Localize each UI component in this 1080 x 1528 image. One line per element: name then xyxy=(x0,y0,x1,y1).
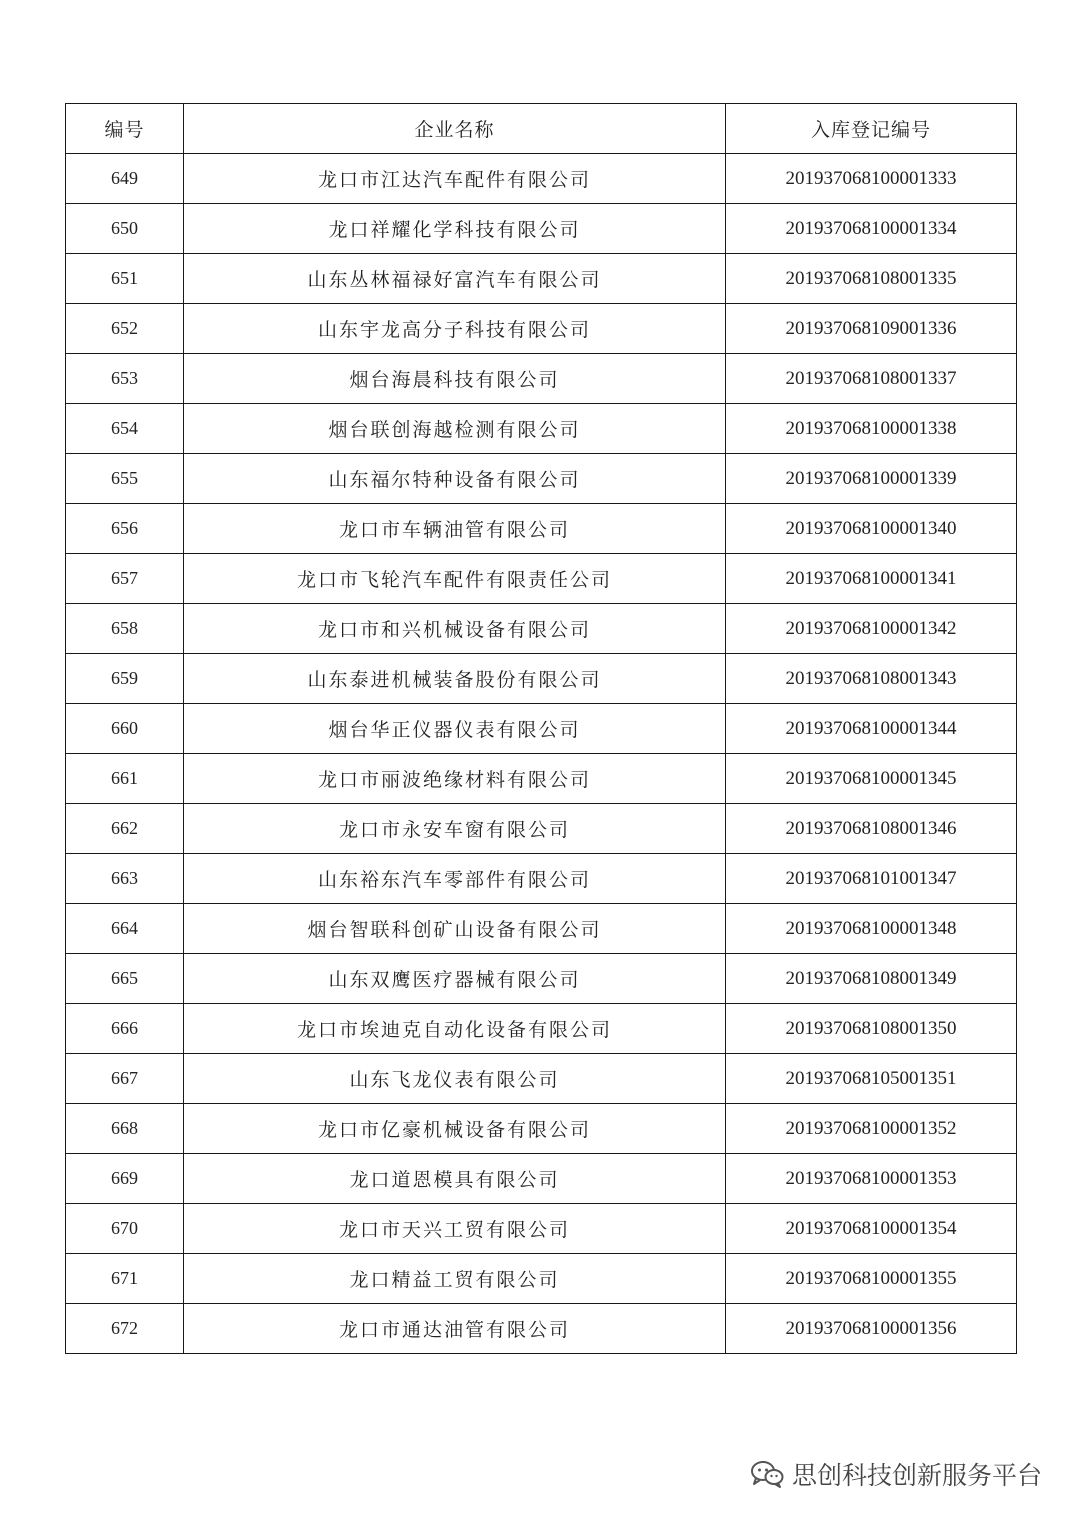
cell-company-name: 烟台华正仪器仪表有限公司 xyxy=(184,704,726,754)
table-row xyxy=(66,504,1017,554)
cell-company-name: 山东福尔特种设备有限公司 xyxy=(184,454,726,504)
cell-number: 654 xyxy=(66,404,184,454)
registration-table xyxy=(65,103,1017,1354)
cell-number: 660 xyxy=(66,704,184,754)
cell-company-name: 龙口市车辆油管有限公司 xyxy=(184,504,726,554)
cell-company-name: 山东宇龙高分子科技有限公司 xyxy=(184,304,726,354)
cell-company-name: 龙口市通达油管有限公司 xyxy=(184,1304,726,1354)
cell-number: 650 xyxy=(66,204,184,254)
table-row xyxy=(66,1204,1017,1254)
cell-registration-number: 201937068100001338 xyxy=(726,404,1017,454)
cell-company-name: 龙口市永安车窗有限公司 xyxy=(184,804,726,854)
cell-registration-number: 201937068100001334 xyxy=(726,204,1017,254)
table-row xyxy=(66,404,1017,454)
cell-registration-number: 201937068100001345 xyxy=(726,754,1017,804)
cell-registration-number: 201937068100001340 xyxy=(726,504,1017,554)
cell-number: 672 xyxy=(66,1304,184,1354)
wechat-icon xyxy=(750,1459,784,1489)
watermark xyxy=(750,1454,1042,1494)
cell-company-name: 龙口道恩模具有限公司 xyxy=(184,1154,726,1204)
table-row xyxy=(66,354,1017,404)
cell-number: 652 xyxy=(66,304,184,354)
table-row xyxy=(66,1304,1017,1354)
cell-registration-number: 201937068100001352 xyxy=(726,1104,1017,1154)
table-row xyxy=(66,454,1017,504)
cell-company-name: 龙口精益工贸有限公司 xyxy=(184,1254,726,1304)
cell-number: 662 xyxy=(66,804,184,854)
cell-number: 659 xyxy=(66,654,184,704)
cell-company-name: 龙口市天兴工贸有限公司 xyxy=(184,1204,726,1254)
header-number: 编号 xyxy=(66,104,184,154)
table-row xyxy=(66,904,1017,954)
cell-company-name: 烟台联创海越检测有限公司 xyxy=(184,404,726,454)
cell-registration-number: 201937068100001353 xyxy=(726,1154,1017,1204)
table-row xyxy=(66,954,1017,1004)
cell-registration-number: 201937068100001354 xyxy=(726,1204,1017,1254)
cell-number: 653 xyxy=(66,354,184,404)
cell-registration-number: 201937068100001344 xyxy=(726,704,1017,754)
cell-company-name: 龙口市亿豪机械设备有限公司 xyxy=(184,1104,726,1154)
cell-company-name: 山东泰进机械装备股份有限公司 xyxy=(184,654,726,704)
table-row xyxy=(66,654,1017,704)
table-body xyxy=(66,154,1017,1354)
cell-registration-number: 201937068108001335 xyxy=(726,254,1017,304)
cell-registration-number: 201937068100001348 xyxy=(726,904,1017,954)
cell-registration-number: 201937068105001351 xyxy=(726,1054,1017,1104)
cell-number: 668 xyxy=(66,1104,184,1154)
cell-registration-number: 201937068100001341 xyxy=(726,554,1017,604)
cell-company-name: 龙口市埃迪克自动化设备有限公司 xyxy=(184,1004,726,1054)
table-row xyxy=(66,154,1017,204)
cell-number: 661 xyxy=(66,754,184,804)
cell-number: 667 xyxy=(66,1054,184,1104)
cell-number: 665 xyxy=(66,954,184,1004)
cell-registration-number: 201937068108001337 xyxy=(726,354,1017,404)
cell-number: 651 xyxy=(66,254,184,304)
table-row xyxy=(66,254,1017,304)
table-row xyxy=(66,1054,1017,1104)
table-row xyxy=(66,804,1017,854)
cell-registration-number: 201937068108001349 xyxy=(726,954,1017,1004)
cell-number: 649 xyxy=(66,154,184,204)
cell-number: 664 xyxy=(66,904,184,954)
cell-number: 670 xyxy=(66,1204,184,1254)
cell-company-name: 龙口市和兴机械设备有限公司 xyxy=(184,604,726,654)
table-row xyxy=(66,854,1017,904)
cell-registration-number: 201937068101001347 xyxy=(726,854,1017,904)
table-row xyxy=(66,1254,1017,1304)
cell-registration-number: 201937068109001336 xyxy=(726,304,1017,354)
cell-registration-number: 201937068100001356 xyxy=(726,1304,1017,1354)
header-registration-number: 入库登记编号 xyxy=(726,104,1017,154)
table-row xyxy=(66,1104,1017,1154)
cell-company-name: 龙口祥耀化学科技有限公司 xyxy=(184,204,726,254)
cell-company-name: 山东双鹰医疗器械有限公司 xyxy=(184,954,726,1004)
table-row xyxy=(66,204,1017,254)
watermark-text: 思创科技创新服务平台 xyxy=(791,1461,1042,1490)
cell-number: 656 xyxy=(66,504,184,554)
cell-registration-number: 201937068100001355 xyxy=(726,1254,1017,1304)
cell-number: 658 xyxy=(66,604,184,654)
table-row xyxy=(66,554,1017,604)
table-row xyxy=(66,1004,1017,1054)
cell-number: 669 xyxy=(66,1154,184,1204)
cell-number: 657 xyxy=(66,554,184,604)
cell-company-name: 山东裕东汽车零部件有限公司 xyxy=(184,854,726,904)
cell-company-name: 龙口市江达汽车配件有限公司 xyxy=(184,154,726,204)
cell-company-name: 龙口市飞轮汽车配件有限责任公司 xyxy=(184,554,726,604)
table-row xyxy=(66,1154,1017,1204)
cell-registration-number: 201937068100001342 xyxy=(726,604,1017,654)
table-row xyxy=(66,304,1017,354)
table-row xyxy=(66,754,1017,804)
cell-registration-number: 201937068108001343 xyxy=(726,654,1017,704)
header-company-name: 企业名称 xyxy=(184,104,726,154)
cell-registration-number: 201937068108001346 xyxy=(726,804,1017,854)
table-header-row xyxy=(66,104,1017,154)
cell-number: 671 xyxy=(66,1254,184,1304)
cell-registration-number: 201937068108001350 xyxy=(726,1004,1017,1054)
cell-company-name: 烟台智联科创矿山设备有限公司 xyxy=(184,904,726,954)
cell-number: 655 xyxy=(66,454,184,504)
cell-number: 663 xyxy=(66,854,184,904)
cell-company-name: 山东丛林福禄好富汽车有限公司 xyxy=(184,254,726,304)
cell-company-name: 龙口市丽波绝缘材料有限公司 xyxy=(184,754,726,804)
table-row xyxy=(66,704,1017,754)
cell-number: 666 xyxy=(66,1004,184,1054)
table-row xyxy=(66,604,1017,654)
cell-company-name: 烟台海晨科技有限公司 xyxy=(184,354,726,404)
cell-company-name: 山东飞龙仪表有限公司 xyxy=(184,1054,726,1104)
cell-registration-number: 201937068100001339 xyxy=(726,454,1017,504)
cell-registration-number: 201937068100001333 xyxy=(726,154,1017,204)
